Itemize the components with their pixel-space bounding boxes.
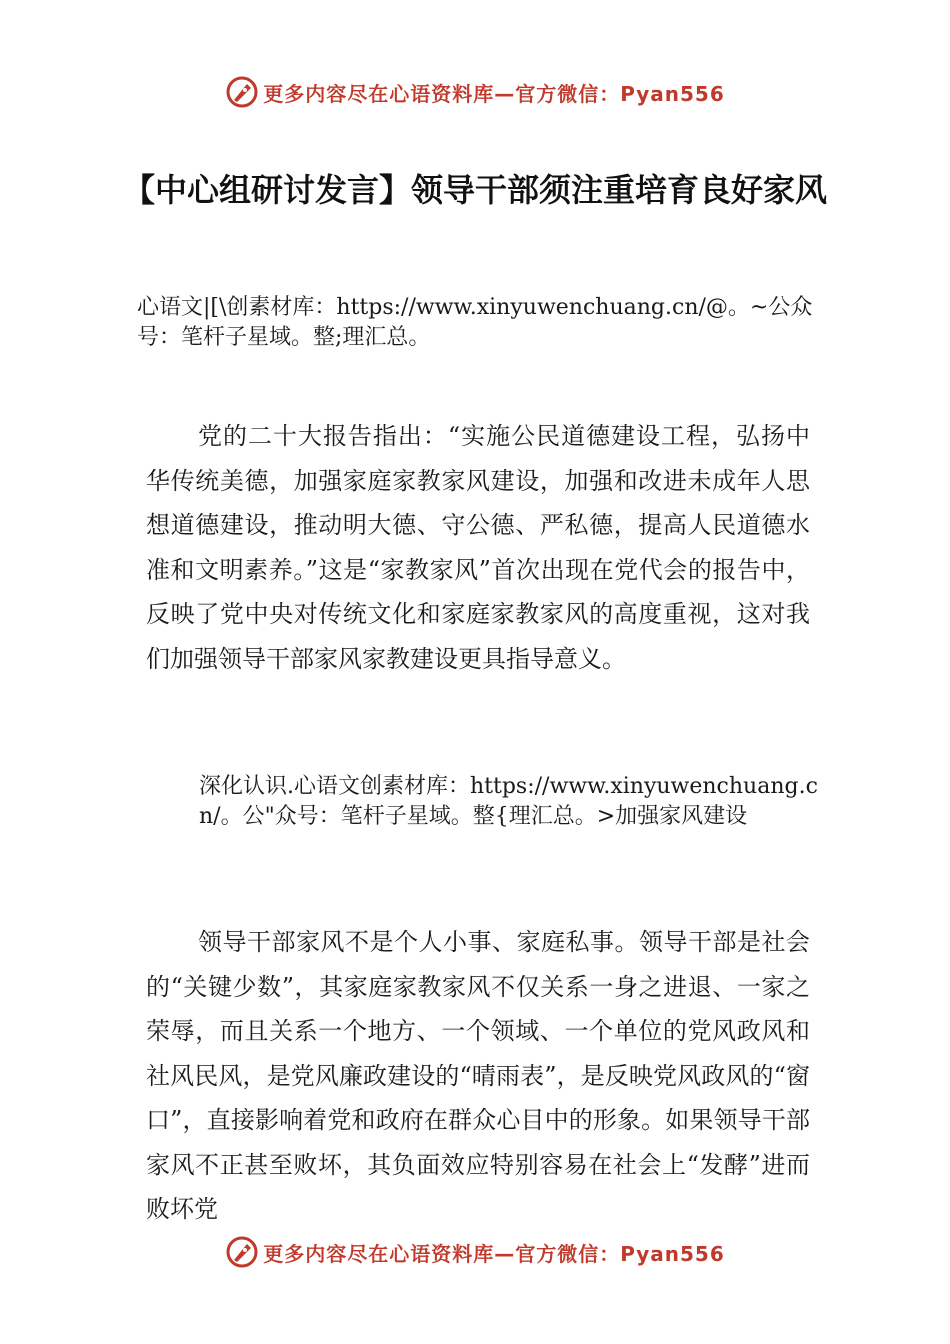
document-title: 【中心组研讨发言】领导干部须注重培育良好家风 <box>122 171 827 209</box>
body-paragraph-2: 领导干部家风不是个人小事、家庭私事。领导干部是社会的“关键少数”，其家庭家教家风不仅关系一身之进退、一家之荣辱，而且关系一个地方、一个领域、一个单位的党风政风和社风民风，是党风廉政建设的“晴雨表”，是反映党风政风的“窗口”，直接影响着党和政府在群众心目中的形象。如果领导干部家风不正甚至败坏，其负面效应特别容易在社会上“发酵”进而败坏党 <box>146 928 810 1223</box>
footer-banner <box>0 1232 950 1272</box>
header-banner <box>0 72 950 112</box>
body-paragraph-1: 党的二十大报告指出：“实施公民道德建设工程，弘扬中华传统美德，加强家庭家教家风建设，加强和改进未成年人思想道德建设，推动明大德、守公德、严私德，提高人民道德水准和文明素养。”这是“家教家风”首次出现在党代会的报告中，反映了党中央对传统文化和家庭家教家风的高度重视，这对我们加强领导干部家风家教建设更具指导意义。 <box>146 422 810 673</box>
pen-nib-circle-icon <box>225 1235 259 1269</box>
source-meta-line: 心语文|[\创素材库：https://www.xinyuwenchuang.cn/@。~公众号：笔杆子星域。整;理汇总。 <box>137 295 813 350</box>
section-subheading: 深化认识.心语文创素材库：https://www.xinyuwenchuang.cn/。公"众号：笔杆子星域。整{理汇总。>加强家风建设 <box>199 774 818 829</box>
banner-text: 更多内容尽在心语资料库—官方微信：Pyan556 <box>263 1241 725 1266</box>
banner-text: 更多内容尽在心语资料库—官方微信：Pyan556 <box>263 81 725 106</box>
pen-nib-circle-icon <box>225 75 259 109</box>
